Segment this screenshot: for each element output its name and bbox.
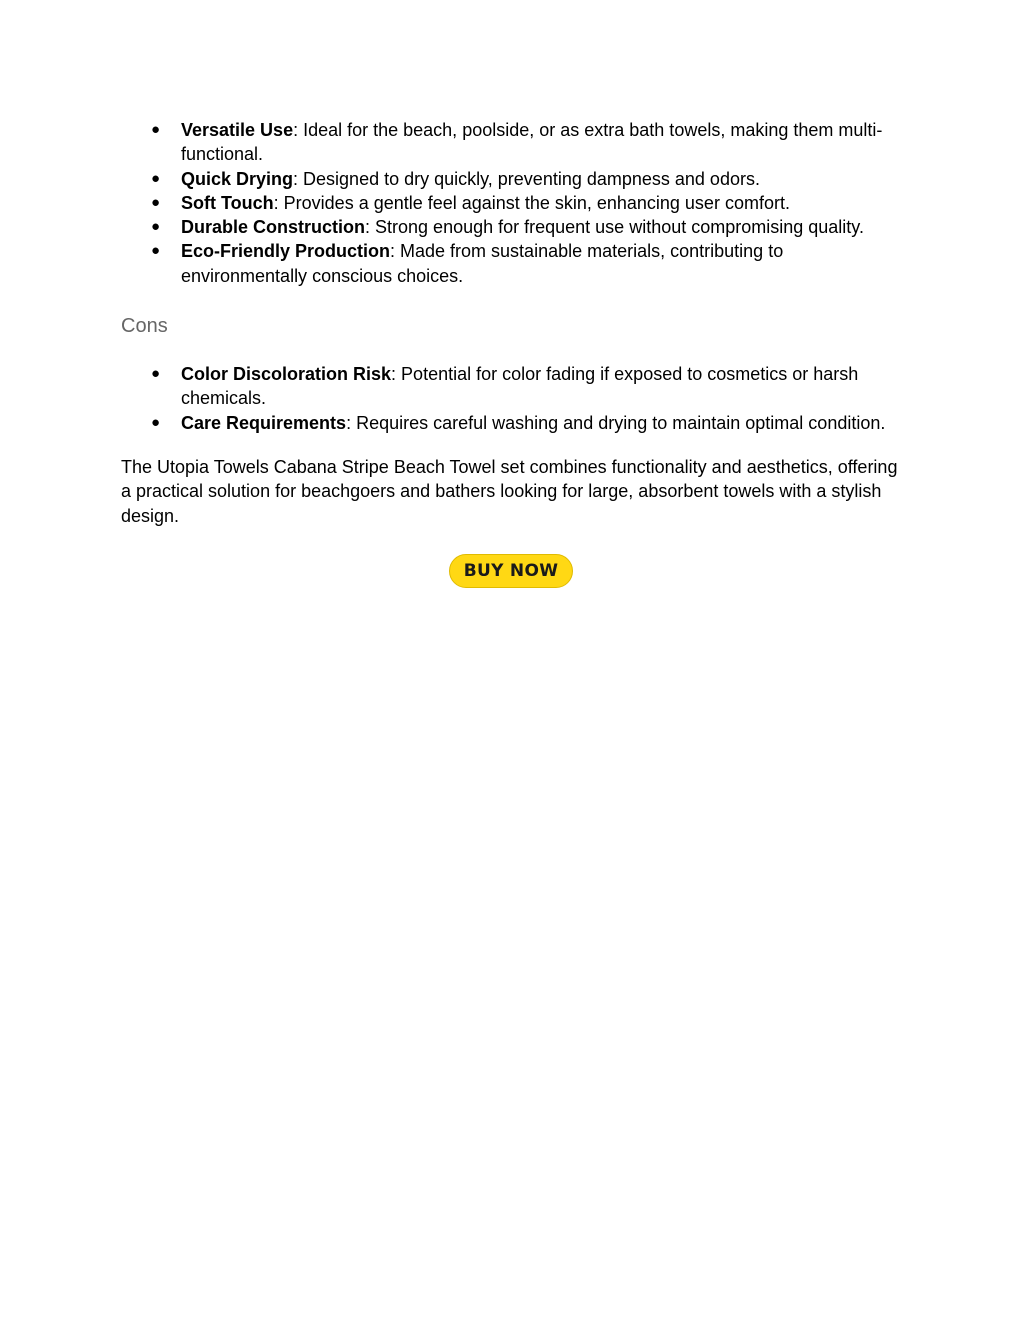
document-page [121, 118, 911, 528]
pros-list [121, 118, 911, 288]
list-item [121, 118, 911, 167]
cons-heading: Cons [121, 315, 168, 338]
bullet-icon: ● [151, 242, 161, 260]
bullet-icon: ● [151, 193, 161, 211]
item-term: Color Discoloration Risk [181, 364, 392, 385]
bullet-icon: ● [151, 169, 161, 187]
bullet-icon: ● [151, 121, 161, 138]
bullet-icon: ● [151, 365, 161, 383]
item-description: : Strong enough for frequent use without compromising quality. [365, 217, 864, 238]
item-term: Care Requirements [181, 412, 347, 433]
item-term: Soft Touch [181, 192, 274, 213]
bullet-icon: ● [151, 218, 161, 236]
list-item [121, 239, 911, 288]
item-description: : Made from sustainable materials, contributing to environmentally conscious choices. [181, 241, 784, 286]
item-term: Versatile Use [181, 120, 294, 140]
item-description: : Potential for color fading if exposed to cosmetics or harsh chemicals. [181, 364, 859, 409]
item-term: Eco-Friendly Production [181, 241, 391, 262]
summary-paragraph: The Utopia Towels Cabana Stripe Beach Towel set combines functionality and aesthetics, offering a practical solution for beachgoers and bathers looking for large, absorbent towels with a stylish design. [121, 456, 898, 526]
list-item [121, 167, 911, 191]
list-item [121, 215, 911, 239]
list-item [121, 191, 911, 215]
item-term: Durable Construction [181, 217, 366, 238]
list-item [121, 411, 911, 435]
cons-list [121, 362, 911, 435]
item-term: Quick Drying [181, 168, 294, 189]
item-description: : Ideal for the beach, poolside, or as extra bath towels, making them multi-functional. [181, 120, 883, 165]
spacer [121, 435, 911, 455]
bullet-icon: ● [151, 413, 161, 431]
item-description: : Requires careful washing and drying to maintain optimal condition. [346, 412, 886, 433]
buy-now-button[interactable]: BUY NOW [449, 554, 573, 588]
item-description: : Designed to dry quickly, preventing dampness and odors. [293, 168, 760, 189]
buy-button-container [449, 554, 573, 588]
item-description: : Provides a gentle feel against the skin, enhancing user comfort. [273, 192, 790, 213]
list-item [121, 362, 911, 411]
